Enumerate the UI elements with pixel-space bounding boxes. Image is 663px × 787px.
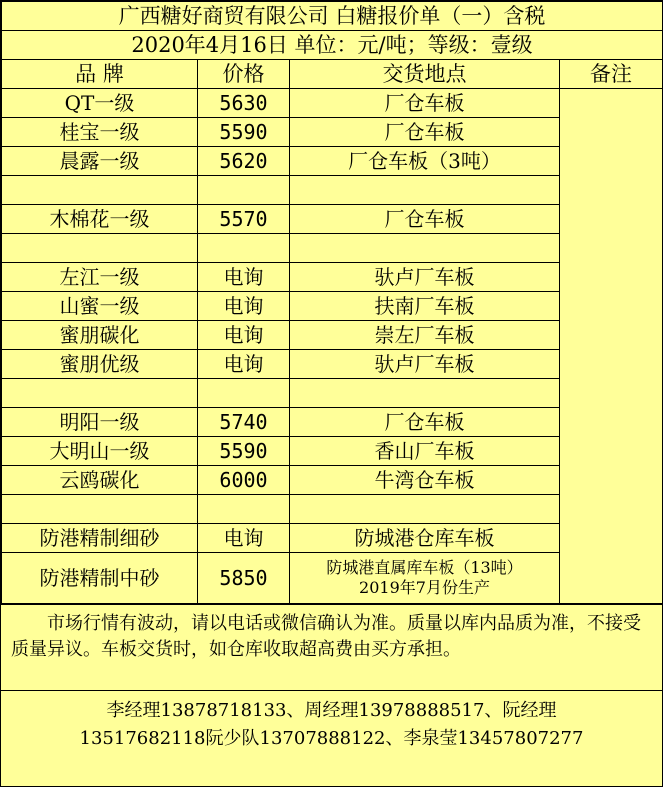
location-cell (290, 379, 560, 408)
contacts (1, 690, 662, 753)
header-price: 价格 (198, 60, 290, 89)
price-cell: 6000 (198, 466, 290, 495)
brand-cell: QT一级 (2, 89, 198, 118)
notice-text: 市场行情有波动，请以电话或微信确认为准。质量以库内品质为准，不接受质量异议。车板交货时，如仓库收取超高费由买方承担。 (1, 604, 662, 690)
price-cell (198, 495, 290, 524)
brand-cell: 晨露一级 (2, 147, 198, 176)
brand-cell: 木棉花一级 (2, 205, 198, 234)
brand-cell (2, 379, 198, 408)
location-cell: 防城港仓库车板 (290, 524, 560, 553)
header-remark: 备注 (560, 60, 663, 89)
brand-cell (2, 234, 198, 263)
price-cell: 电询 (198, 350, 290, 379)
price-table (1, 1, 663, 604)
location-cell: 厂仓车板 (290, 205, 560, 234)
brand-cell: 防港精制细砂 (2, 524, 198, 553)
brand-cell: 桂宝一级 (2, 118, 198, 147)
location-line-2: 2019年7月份生产 (359, 578, 490, 597)
location-cell (290, 234, 560, 263)
price-cell: 5620 (198, 147, 290, 176)
header-brand: 品 牌 (2, 60, 198, 89)
location-cell (290, 176, 560, 205)
price-cell: 电询 (198, 292, 290, 321)
location-cell: 驮卢厂车板 (290, 263, 560, 292)
remark-cell (560, 89, 663, 604)
price-cell: 5740 (198, 408, 290, 437)
brand-cell: 蜜朋优级 (2, 350, 198, 379)
price-cell: 5850 (198, 553, 290, 604)
brand-cell (2, 495, 198, 524)
brand-cell: 左江一级 (2, 263, 198, 292)
contacts-line-1: 李经理13878718133、周经理13978888517、阮经理 (106, 700, 557, 721)
location-line-1: 防城港直属库车板（13吨） (326, 558, 523, 577)
price-cell: 电询 (198, 524, 290, 553)
table-row (2, 89, 663, 118)
location-cell: 扶南厂车板 (290, 292, 560, 321)
price-cell: 5630 (198, 89, 290, 118)
location-cell (290, 495, 560, 524)
brand-cell: 大明山一级 (2, 437, 198, 466)
contacts-line-2: 13517682118阮少队13707888122、李泉莹13457807277 (79, 728, 584, 749)
brand-cell: 防港精制中砂 (2, 553, 198, 604)
price-cell: 5570 (198, 205, 290, 234)
brand-cell: 山蜜一级 (2, 292, 198, 321)
price-cell (198, 379, 290, 408)
location-cell: 崇左厂车板 (290, 321, 560, 350)
location-cell: 厂仓车板 (290, 408, 560, 437)
location-cell: 厂仓车板 (290, 89, 560, 118)
price-cell: 电询 (198, 321, 290, 350)
sheet-title: 广西糖好商贸有限公司 白糖报价单（一）含税 (2, 2, 663, 31)
location-cell (290, 553, 560, 604)
brand-cell: 明阳一级 (2, 408, 198, 437)
location-cell: 厂仓车板（3吨） (290, 147, 560, 176)
location-cell: 香山厂车板 (290, 437, 560, 466)
price-cell: 5590 (198, 118, 290, 147)
brand-cell: 云鸥碳化 (2, 466, 198, 495)
header-location: 交货地点 (290, 60, 560, 89)
location-cell: 牛湾仓车板 (290, 466, 560, 495)
location-cell: 厂仓车板 (290, 118, 560, 147)
location-cell: 驮卢厂车板 (290, 350, 560, 379)
brand-cell: 蜜朋碳化 (2, 321, 198, 350)
sheet-subtitle: 2020年4月16日 单位：元/吨；等级：壹级 (2, 31, 663, 60)
price-cell (198, 234, 290, 263)
price-cell: 5590 (198, 437, 290, 466)
brand-cell (2, 176, 198, 205)
price-cell (198, 176, 290, 205)
price-cell: 电询 (198, 263, 290, 292)
